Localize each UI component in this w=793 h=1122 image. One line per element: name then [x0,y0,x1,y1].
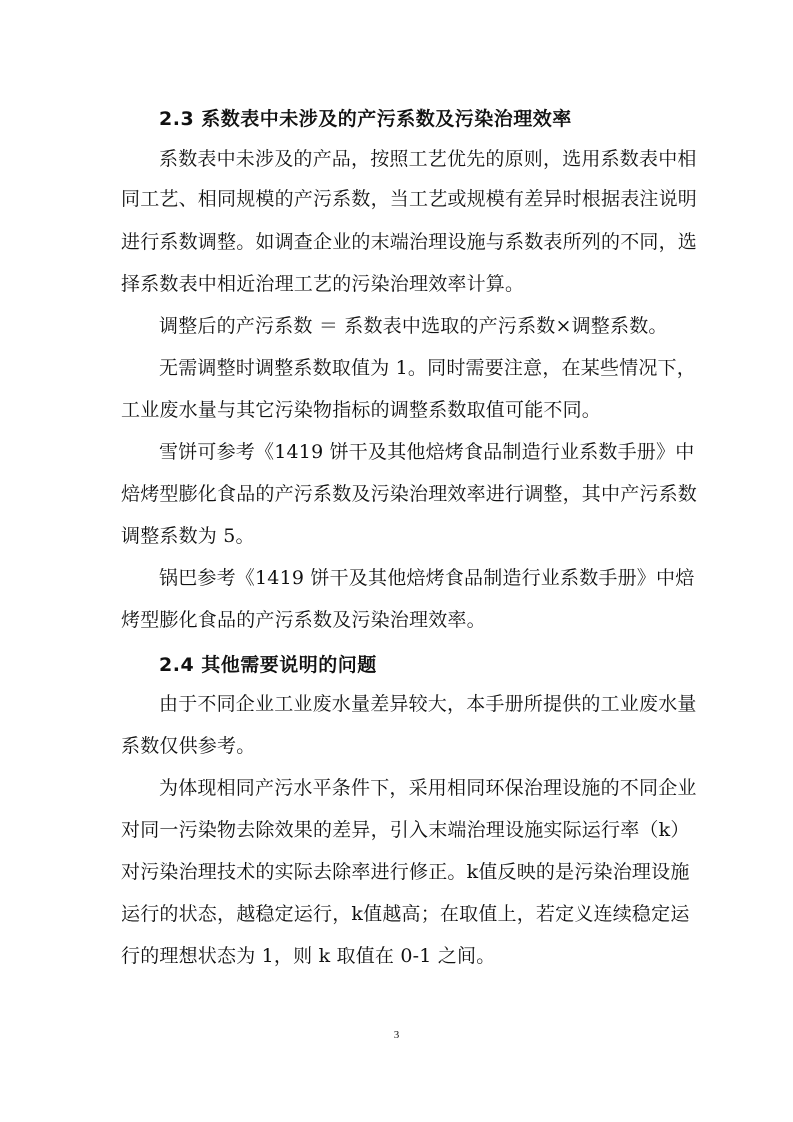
paragraph-line: 择系数表中相近治理工艺的污染治理效率计算。 [121,273,525,295]
paragraph-line: 焙烤型膨化食品的产污系数及污染治理效率进行调整，其中产污系数 [121,483,698,505]
paragraph-line: 系数仅供参考。 [121,735,256,757]
paragraph-line: 调整系数为 5。 [121,525,255,547]
paragraph-line: 系数表中未涉及的产品，按照工艺优先的原则，选用系数表中相 [159,148,697,170]
paragraph-line: 工业废水量与其它污染物指标的调整系数取值可能不同。 [121,399,602,421]
paragraph-line: 进行系数调整。如调查企业的末端治理设施与系数表所列的不同，选 [121,231,698,253]
paragraph-line: 同工艺、相同规模的产污系数，当工艺或规模有差异时根据表注说明 [121,188,698,210]
paragraph-line: 无需调整时调整系数取值为 1。同时需要注意，在某些情况下， [159,357,696,379]
paragraph-line: 调整后的产污系数 ＝ 系数表中选取的产污系数×调整系数。 [159,315,668,337]
page-number: 3 [393,1029,400,1041]
paragraph-line: 由于不同企业工业废水量差异较大，本手册所提供的工业废水量 [159,693,697,715]
paragraph-line: 对同一污染物去除效果的差异，引入末端治理设施实际运行率（k） [121,819,690,841]
section-heading-2-4: 2.4 其他需要说明的问题 [159,654,377,676]
paragraph-line: 为体现相同产污水平条件下，采用相同环保治理设施的不同企业 [159,777,697,799]
paragraph-line: 锅巴参考《1419 饼干及其他焙烤食品制造行业系数手册》中焙 [159,567,695,589]
paragraph-line: 雪饼可参考《1419 饼干及其他焙烤食品制造行业系数手册》中 [159,441,695,463]
paragraph-line: 烤型膨化食品的产污系数及污染治理效率。 [121,609,486,631]
paragraph-line: 运行的状态，越稳定运行，k值越高；在取值上，若定义连续稳定运 [121,903,690,925]
section-heading-2-3: 2.3 系数表中未涉及的产污系数及污染治理效率 [159,108,572,130]
paragraph-line: 行的理想状态为 1，则 k 取值在 0-1 之间。 [121,945,496,967]
paragraph-line: 对污染治理技术的实际去除率进行修正。k值反映的是污染治理设施 [121,861,690,883]
